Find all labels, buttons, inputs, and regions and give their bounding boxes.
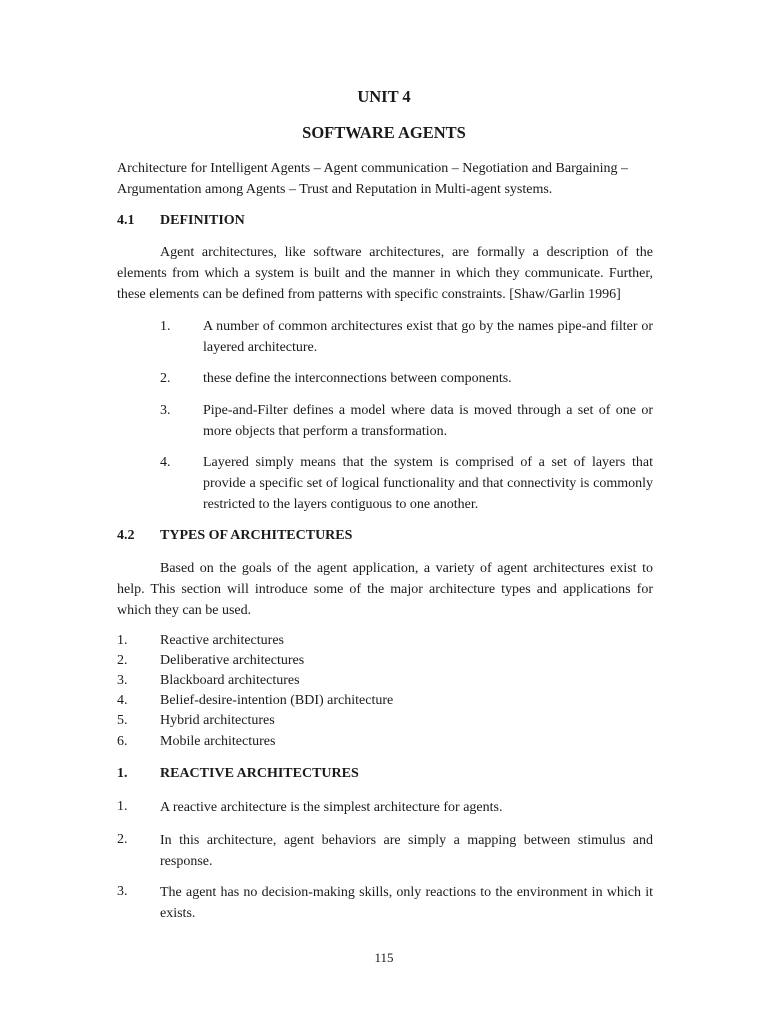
architecture-list-item: Mobile architectures	[160, 734, 276, 749]
architecture-list-number: 3.	[117, 673, 128, 688]
intro-paragraph: Architecture for Intelligent Agents – Agent communication – Negotiation and Bargaining – Argumentation among Agents – Trust and Reputation in Multi-agent systems.	[117, 161, 629, 197]
definition-item-number: 4.	[160, 455, 171, 470]
unit-heading: UNIT 4	[357, 87, 411, 106]
reactive-section-title: REACTIVE ARCHITECTURES	[160, 766, 359, 781]
reactive-item-text: The agent has no decision-making skills, only reactions to the environment in which it exists.	[160, 885, 653, 921]
architecture-list-number: 4.	[117, 693, 128, 708]
reactive-item-text: A reactive architecture is the simplest architecture for agents.	[160, 800, 503, 815]
definition-item-text: A number of common architectures exist that go by the names pipe-and filter or layered architecture.	[203, 319, 653, 355]
architecture-list-item: Blackboard architectures	[160, 673, 300, 688]
reactive-item-number: 2.	[117, 832, 128, 847]
architecture-list-item: Hybrid architectures	[160, 713, 275, 728]
section-4-1-paragraph: Agent architectures, like software architectures, are formally a description of the elements from which a system is built and the manner in which they communicate. Further, these elements can be defined from patterns with specific constraints. [Shaw/Garlin 1996]	[117, 245, 653, 302]
page-title: SOFTWARE AGENTS	[302, 123, 466, 142]
reactive-section-number: 1.	[117, 766, 128, 781]
definition-item-number: 2.	[160, 371, 171, 386]
section-4-1-number: 4.1	[117, 213, 135, 228]
architecture-list-number: 1.	[117, 633, 128, 648]
reactive-item-number: 3.	[117, 884, 128, 899]
definition-item-number: 1.	[160, 319, 171, 334]
reactive-item-text: In this architecture, agent behaviors are simply a mapping between stimulus and response.	[160, 833, 653, 869]
architecture-list-item: Reactive architectures	[160, 633, 284, 648]
section-4-1-title: DEFINITION	[160, 213, 245, 228]
section-4-2-number: 4.2	[117, 528, 135, 543]
architecture-list-number: 6.	[117, 734, 128, 749]
definition-item-text: these define the interconnections between components.	[203, 371, 512, 386]
reactive-item-number: 1.	[117, 799, 128, 814]
architecture-list-item: Deliberative architectures	[160, 653, 305, 668]
architecture-list-item: Belief-desire-intention (BDI) architecture	[160, 693, 394, 708]
page-number: 115	[374, 950, 394, 965]
section-4-2-paragraph: Based on the goals of the agent application, a variety of agent architectures exist to help. This section will introduce some of the major architecture types and applications for which they can be used.	[117, 561, 653, 618]
section-4-2-title: TYPES OF ARCHITECTURES	[160, 528, 353, 543]
definition-item-number: 3.	[160, 403, 171, 418]
architecture-list-number: 5.	[117, 713, 128, 728]
definition-item-text: Pipe-and-Filter defines a model where data is moved through a set of one or more objects that perform a transformation.	[203, 403, 653, 439]
architecture-list-number: 2.	[117, 653, 128, 668]
definition-item-text: Layered simply means that the system is comprised of a set of layers that provide a specific set of logical functionality and that connectivity is commonly restricted to the layers contiguous to one another.	[203, 455, 653, 512]
